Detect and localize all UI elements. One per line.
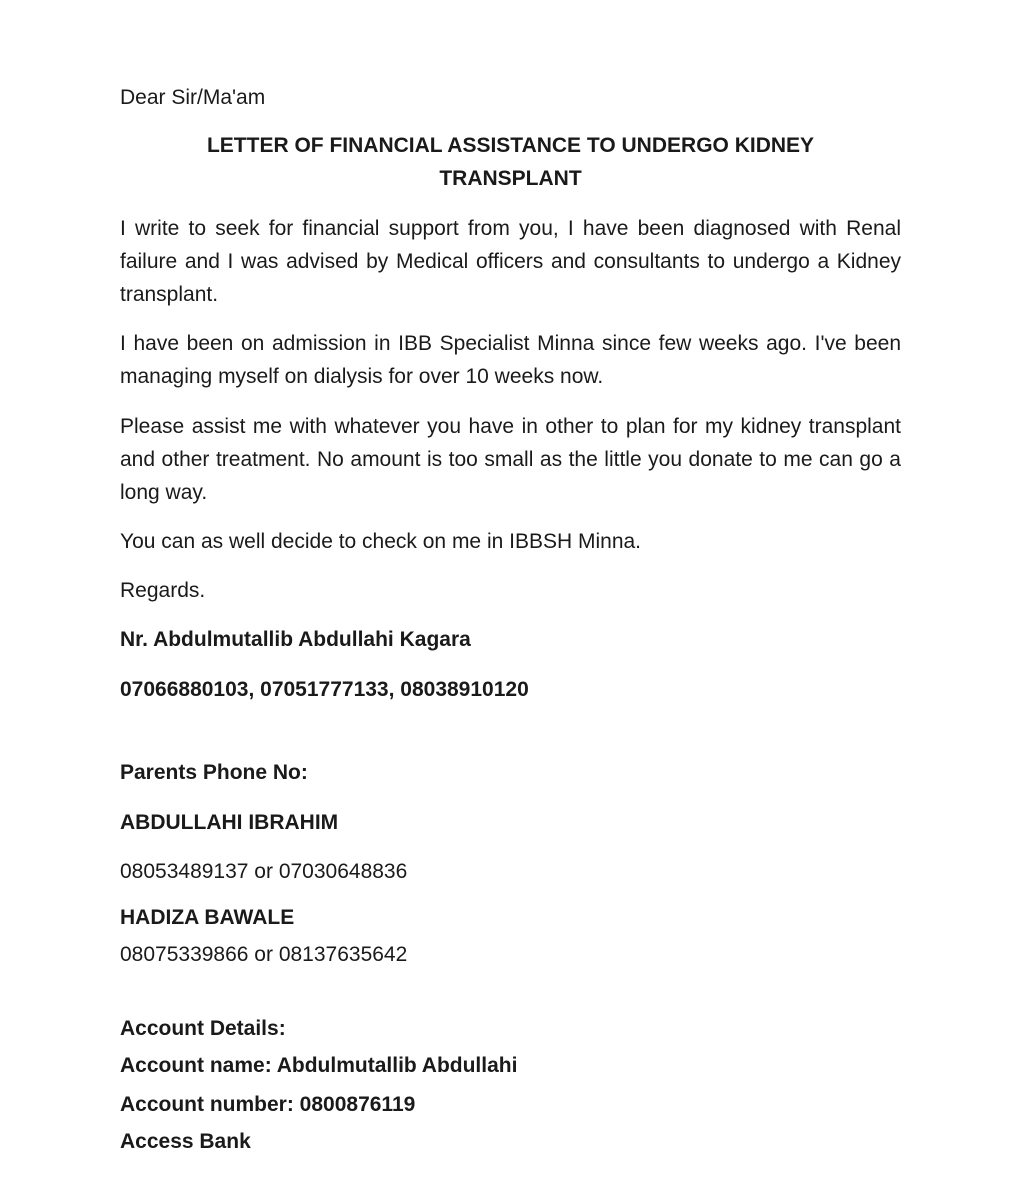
bank-name: Access Bank: [120, 1130, 251, 1153]
father-phones: 08053489137 or 07030648836: [120, 860, 408, 883]
parents-heading: Parents Phone No:: [120, 761, 308, 784]
paragraph-admission: I have been on admission in IBB Specialist Minna since few weeks ago. I've been managing myself on dialysis for over 10 weeks now.: [120, 332, 901, 388]
father-name: ABDULLAHI IBRAHIM: [120, 811, 339, 834]
letter-title-line-2: TRANSPLANT: [439, 167, 582, 190]
account-number: Account number: 0800876119: [120, 1093, 416, 1116]
closing: Regards.: [120, 579, 206, 602]
signatory-phones: 07066880103, 07051777133, 08038910120: [120, 678, 529, 701]
paragraph-diagnosis: I write to seek for financial support from you, I have been diagnosed with Renal failure and I was advised by Medical officers and consultants to undergo a Kidney transplant.: [120, 217, 901, 306]
salutation: Dear Sir/Ma'am: [120, 86, 266, 109]
paragraph-visit: You can as well decide to check on me in IBBSH Minna.: [120, 530, 642, 553]
signatory-name: Nr. Abdulmutallib Abdullahi Kagara: [120, 628, 471, 651]
account-name: Account name: Abdulmutallib Abdullahi: [120, 1054, 518, 1077]
account-heading: Account Details:: [120, 1017, 286, 1040]
letter-title-line-1: LETTER OF FINANCIAL ASSISTANCE TO UNDERGO KIDNEY: [206, 134, 815, 157]
mother-name: HADIZA BAWALE: [120, 906, 295, 929]
mother-phones: 08075339866 or 08137635642: [120, 943, 408, 966]
paragraph-request: Please assist me with whatever you have in other to plan for my kidney transplant and other treatment. No amount is too small as the little you donate to me can go a long way.: [120, 415, 901, 504]
